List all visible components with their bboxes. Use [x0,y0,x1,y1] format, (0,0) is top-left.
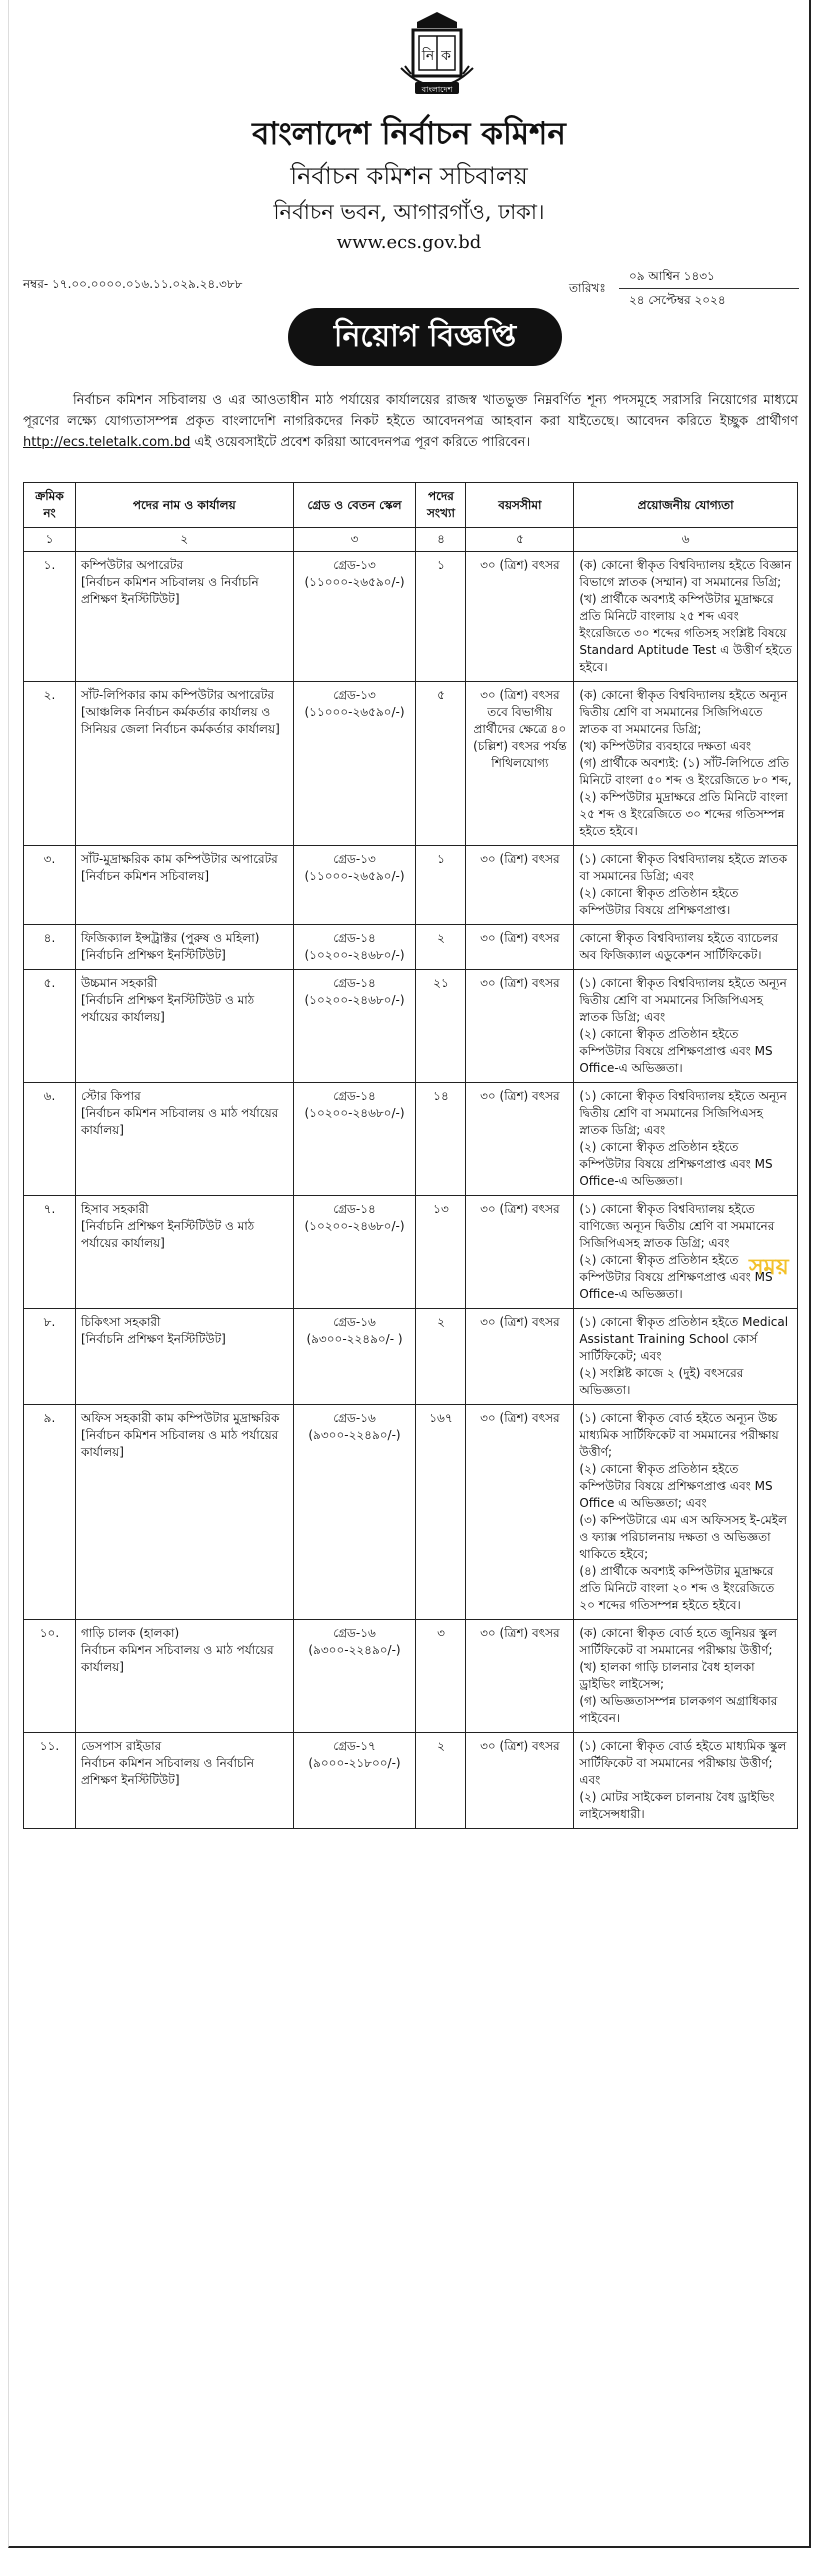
grade-cell [293,925,416,970]
posts-cell-line: ১৬৭ [429,1411,453,1425]
serial-cell-line: ৮. [43,1315,56,1329]
grade-cell-line: (১১০০০-২৬৫৯০/-) [304,705,405,719]
grade-cell-line: গ্রেড-১৪ [333,1089,376,1103]
grade-cell-line: গ্রেড-১৬ [333,1411,376,1425]
header-sl: ক্রমিক নং [24,483,76,528]
intro-paragraph [23,390,798,453]
grade-cell-line: গ্রেড-১৪ [333,931,376,945]
table-row [24,1309,798,1405]
qualification-cell-line: (৪) প্রার্থীকে অবশ্যই কম্পিউটার মুদ্রাক্ষরে প্রতি মিনিটে বাংলা ২০ শব্দ ও ইংরেজিতে ২০ শব্দের গতিসম্পন্ন হইতে হইবে। [579,1564,775,1612]
serial-cell-line: ১০. [39,1626,60,1640]
posts-cell [416,552,466,682]
grade-cell [293,1405,416,1620]
post-name-cell-line: উচ্চমান সহকারী [80,976,158,990]
grade-cell-line: (১১০০০-২৬৫৯০/-) [304,575,405,589]
intro-text-1: নির্বাচন কমিশন সচিবালয় ও এর আওতাধীন মাঠ পর্যায়ের কার্যালয়ের রাজস্ব খাতভুক্ত নিম্নবর্ণিত শূন্য পদসমূহে সরাসরি নিয়োগের মাধ্যমে পূরণের লক্ষ্যে যোগ্যতাসম্পন্ন প্রকৃত বাংলাদেশি নাগরিকদের নিকট হইতে আবেদনপত্র আহবান করা যাইতেছে। আবেদন করিতে ইচ্ছুক প্রার্থীগণ [23,393,798,429]
age-cell-line: ৩০ (ত্রিশ) বৎসর [480,931,560,945]
post-name-cell [75,1083,293,1196]
serial-cell [24,1620,76,1733]
age-cell [466,1405,574,1620]
post-name-cell-line: গাড়ি চালক (হালকা) [80,1626,180,1640]
age-cell [466,925,574,970]
posts-cell [416,682,466,846]
header-grade: গ্রেড ও বেতন স্কেল [293,483,416,528]
serial-cell-line: ৯. [43,1411,56,1425]
post-name-cell-line: [নির্বাচন কমিশন সচিবালয় ও মাঠ পর্যায়ের কার্যালয়] [80,1106,279,1137]
grade-cell [293,1309,416,1405]
grade-cell [293,846,416,925]
post-name-cell-line: হিসাব সহকারী [80,1202,149,1216]
table-row [24,552,798,682]
grade-cell-line: (৯৩০০-২২৪৯০/-) [308,1643,401,1657]
posts-cell [416,1196,466,1309]
post-name-cell-line: [নির্বাচনি প্রশিক্ষণ ইনস্টিটিউট] [80,948,226,962]
grade-cell-line: (৯৩০০-২২৪৯০/-) [308,1428,401,1442]
posts-cell [416,925,466,970]
qualification-cell [574,846,798,925]
post-name-cell [75,1405,293,1620]
qualification-cell [574,970,798,1083]
qualification-cell [574,1309,798,1405]
svg-text:ক: ক [441,48,451,64]
qualification-cell-line: কোনো স্বীকৃত বিশ্ববিদ্যালয় হইতে ব্যাচেলর অব ফিজিক্যাল এডুকেশন সার্টিফিকেট। [579,931,779,962]
posts-cell-line: ৫ [437,688,445,702]
grade-cell-line: (১১০০০-২৬৫৯০/-) [304,869,405,883]
table-header [24,483,798,528]
grade-cell-line: (১০২০০-২৪৬৮০/-) [304,948,405,962]
col-number: ৬ [574,528,798,552]
vacancy-table [23,482,798,1829]
post-name-cell-line: নির্বাচন কমিশন সচিবালয় ও মাঠ পর্যায়ের কার্যালয়] [80,1643,274,1674]
post-name-cell-line: সাঁট-লিপিকার কাম কম্পিউটার অপারেটর [80,688,274,702]
posts-cell [416,1405,466,1620]
posts-cell-line: ২ [437,1739,445,1753]
grade-cell-line: (১০২০০-২৪৬৮০/-) [304,993,405,1007]
qualification-cell [574,682,798,846]
serial-cell [24,682,76,846]
date-label: তারিখঃ [569,281,606,295]
qualification-cell-line: (২) সংশ্লিষ্ট কাজে ২ (দুই) বৎসরের অভিজ্ঞতা। [579,1366,744,1397]
post-name-cell-line: [নির্বাচনি প্রশিক্ষণ ইনস্টিটিউট ও মাঠ পর্যায়ের কার্যালয়] [80,1219,255,1250]
serial-cell [24,1309,76,1405]
posts-cell-line: ১৪ [433,1089,449,1103]
column-number-row [24,528,798,552]
table-row [24,1196,798,1309]
grade-cell-line: গ্রেড-১৭ [333,1739,376,1753]
qualification-cell-line: (২) মোটর সাইকেল চালনায় বৈধ ড্রাইভিং লাইসেন্সধারী। [579,1790,775,1821]
grade-cell [293,552,416,682]
age-cell-line: ৩০ (ত্রিশ) বৎসর [480,558,560,572]
grade-cell-line: গ্রেড-১৬ [333,1315,376,1329]
qualification-cell [574,1405,798,1620]
post-name-cell [75,970,293,1083]
col-number: ২ [75,528,293,552]
grade-cell-line: (৯৩০০-২২৪৯০/- ) [306,1332,403,1346]
post-name-cell-line: ফিজিক্যাল ইন্সট্রাক্টর (পুরুষ ও মহিলা) [80,931,260,945]
qualification-cell [574,552,798,682]
post-name-cell-line: [নির্বাচন কমিশন সচিবালয় ও নির্বাচনি প্রশিক্ষণ ইনস্টিটিউট] [80,575,259,606]
grade-cell-line: গ্রেড-১৩ [333,688,376,702]
qualification-cell-line: (খ) কম্পিউটার ব্যবহারে দক্ষতা এবং [579,739,752,753]
post-name-cell-line: অফিস সহকারী কাম কম্পিউটার মুদ্রাক্ষরিক [80,1411,280,1425]
grade-cell [293,1083,416,1196]
post-name-cell-line: কম্পিউটার অপারেটর [80,558,184,572]
posts-cell-line: ১৩ [433,1202,449,1216]
grade-cell-line: গ্রেড-১৩ [333,558,376,572]
qualification-cell-line: (১) কোনো স্বীকৃত বিশ্ববিদ্যালয় হইতে অন্যূন দ্বিতীয় শ্রেণি বা সমমানের সিজিপিএসহ স্নাতক ডিগ্রি; এবং [579,1089,787,1137]
posts-cell [416,1620,466,1733]
posts-cell [416,1733,466,1829]
col-number: ১ [24,528,76,552]
posts-cell-line: ২ [437,1315,445,1329]
qualification-cell [574,925,798,970]
post-name-cell-line: [আঞ্চলিক নির্বাচন কর্মকর্তার কার্যালয় ও সিনিয়র জেলা নির্বাচন কর্মকর্তার কার্যালয়] [80,705,280,736]
table-row [24,682,798,846]
post-name-cell-line: সাঁট-মুদ্রাক্ষরিক কাম কম্পিউটার অপারেটর [80,852,278,866]
post-name-cell-line: ডেসপাস রাইডার [80,1739,162,1753]
posts-cell [416,1309,466,1405]
serial-cell [24,925,76,970]
post-name-cell-line: চিকিৎসা সহকারী [80,1315,161,1329]
office-address: নির্বাচন ভবন, আগারগাঁও, ঢাকা। [273,200,545,224]
serial-cell [24,1405,76,1620]
secretariat-name: নির্বাচন কমিশন সচিবালয় [290,162,528,190]
post-name-cell-line: [নির্বাচনি প্রশিক্ষণ ইনস্টিটিউট] [80,1332,226,1346]
serial-cell-line: ৪. [43,931,56,945]
age-cell-line: ৩০ (ত্রিশ) বৎসর [480,1626,560,1640]
posts-cell [416,970,466,1083]
age-cell [466,1620,574,1733]
svg-text:নি: নি [421,48,435,64]
date-english: ২৪ সেপ্টেম্বর ২০২৪ [629,293,726,307]
col-number: ৫ [466,528,574,552]
post-name-cell [75,682,293,846]
header-post-name: পদের নাম ও কার্যালয় [75,483,293,528]
qualification-cell-line: (১) কোনো স্বীকৃত বিশ্ববিদ্যালয় হইতে বাণিজ্যে অন্যূন দ্বিতীয় শ্রেণি বা সমমানের সিজিপিএসহ স্নাতক ডিগ্রি; এবং [579,1202,775,1250]
header-qualification: প্রয়োজনীয় যোগ্যতা [574,483,798,528]
col-number: ৩ [293,528,416,552]
qualification-cell [574,1733,798,1829]
qualification-cell-line: (খ) প্রার্থীকে অবশ্যই কম্পিউটার মুদ্রাক্ষরে প্রতি মিনিটে বাংলায় ২৫ শব্দ এবং ইংরেজিতে ৩০ শব্দের গতিসহ সংশ্লিষ্ট বিষয়ে Standard Aptitude Test এ উত্তীর্ণ হইতে হইবে। [579,592,792,674]
serial-cell-line: ১১. [39,1739,60,1753]
qualification-cell-line: (২) কোনো স্বীকৃত প্রতিষ্ঠান হইতে কম্পিউটার বিষয়ে প্রশিক্ষণপ্রাপ্ত এবং MS Office এ অভিজ্ঞতা; এবং [579,1462,773,1510]
qualification-cell-line: (২) কোনো স্বীকৃত প্রতিষ্ঠান হইতে কম্পিউটার বিষয়ে প্রশিক্ষণপ্রাপ্ত এবং MS Office-এ অভিজ্ঞতা। [579,1027,773,1075]
qualification-cell [574,1620,798,1733]
logo-text: বাংলাদেশ [421,85,453,94]
age-cell [466,552,574,682]
grade-cell-line: (১০২০০-২৪৬৮০/-) [304,1219,405,1233]
age-cell-line: ৩০ (ত্রিশ) বৎসর তবে বিভাগীয় প্রার্থীদের ক্ষেত্রে ৪০ (চল্লিশ) বৎসর পর্যন্ত শিথিলযোগ্য [473,688,567,770]
qualification-cell-line: (ক) কোনো স্বীকৃত বিশ্ববিদ্যালয় হইতে অন্যূন দ্বিতীয় শ্রেণি বা সমমানের সিজিপিএতে স্নাতক বা সমমানের ডিগ্রি; [579,688,788,736]
posts-cell-line: ২১ [433,976,449,990]
table-row [24,970,798,1083]
grade-cell [293,1196,416,1309]
qualification-cell-line: (১) কোনো স্বীকৃত বিশ্ববিদ্যালয় হইতে অন্যূন দ্বিতীয় শ্রেণি বা সমমানের সিজিপিএসহ স্নাতক ডিগ্রি; এবং [579,976,787,1024]
qualification-cell-line: (১) কোনো স্বীকৃত বোর্ড হইতে অন্যূন উচ্চ মাধ্যমিক সার্টিফিকেট বা সমমানের পরীক্ষায় উত্তীর্ণ; [579,1411,779,1459]
serial-cell [24,1196,76,1309]
post-name-cell [75,925,293,970]
grade-cell-line: গ্রেড-১৬ [333,1626,376,1640]
website[interactable]: www.ecs.gov.bd [336,232,482,253]
post-name-cell [75,552,293,682]
age-cell [466,1196,574,1309]
post-name-cell-line: [নির্বাচনি প্রশিক্ষণ ইনস্টিটিউট ও মাঠ পর্যায়ের কার্যালয়] [80,993,255,1024]
post-name-cell [75,1196,293,1309]
post-name-cell [75,846,293,925]
grade-cell [293,1733,416,1829]
date-bangla: ০৯ আশ্বিন ১৪৩১ [629,269,715,283]
serial-cell [24,846,76,925]
election-commission-logo [395,8,479,104]
age-cell [466,970,574,1083]
grade-cell [293,1620,416,1733]
qualification-cell [574,1083,798,1196]
grade-cell [293,970,416,1083]
qualification-cell-line: (২) কোনো স্বীকৃত প্রতিষ্ঠান হইতে কম্পিউটার বিষয়ে প্রশিক্ষণপ্রাপ্ত। [579,886,739,917]
qualification-cell-line: (৩) কম্পিউটারে এম এস অফিসসহ ই-মেইল ও ফ্যাক্স পরিচালনায় দক্ষতা ও অভিজ্ঞতা থাকিতে হইবে; [579,1513,787,1561]
watermark: সময় [749,1255,789,1280]
header-posts: পদের সংখ্যা [416,483,466,528]
grade-cell-line: গ্রেড-১৪ [333,1202,376,1216]
post-name-cell [75,1309,293,1405]
qualification-cell-line: (ক) কোনো স্বীকৃত বিশ্ববিদ্যালয় হইতে বিজ্ঞান বিভাগে স্নাতক (সম্মান) বা সমমানের ডিগ্রি; [579,558,792,589]
posts-cell-line: ১ [437,852,445,866]
serial-cell [24,1083,76,1196]
age-cell-line: ৩০ (ত্রিশ) বৎসর [480,1315,560,1329]
serial-cell-line: ৩. [43,852,56,866]
post-name-cell-line: [নির্বাচন কমিশন সচিবালয়] [80,869,210,883]
table-row [24,1405,798,1620]
serial-cell-line: ১. [43,558,56,572]
qualification-cell-line: (১) কোনো স্বীকৃত বিশ্ববিদ্যালয় হইতে স্নাতক বা সমমানের ডিগ্রি; এবং [579,852,788,883]
qualification-cell-line: (২) কোনো স্বীকৃত প্রতিষ্ঠান হইতে কম্পিউটার বিষয়ে প্রশিক্ষণপ্রাপ্ত এবং MS Office-এ অভিজ্ঞতা। [579,1140,773,1188]
serial-cell [24,970,76,1083]
grade-cell [293,682,416,846]
posts-cell-line: ৩ [437,1626,445,1640]
posts-cell-line: ২ [437,931,445,945]
age-cell-line: ৩০ (ত্রিশ) বৎসর [480,1202,560,1216]
post-name-cell-line: নির্বাচন কমিশন সচিবালয় ও নির্বাচনি প্রশিক্ষণ ইনস্টিটিউট] [80,1756,255,1787]
age-cell-line: ৩০ (ত্রিশ) বৎসর [480,1411,560,1425]
col-number: ৪ [416,528,466,552]
qualification-cell-line: (২) কোনো স্বীকৃত প্রতিষ্ঠান হইতে কম্পিউটার বিষয়ে প্রশিক্ষণপ্রাপ্ত এবং MS Office-এ অভিজ্ঞতা। [579,1253,773,1301]
notice-page [8,0,811,2548]
grade-cell-line: গ্রেড-১৩ [333,852,376,866]
organization-name: বাংলাদেশ নির্বাচন কমিশন [252,116,566,152]
serial-cell-line: ২. [43,688,56,702]
age-cell [466,1733,574,1829]
posts-cell [416,1083,466,1196]
post-name-cell-line: স্টোর কিপার [80,1089,141,1103]
serial-cell-line: ৭. [43,1202,56,1216]
qualification-cell-line: (গ) প্রার্থীকে অবশ্যই: (১) সাঁট-লিপিতে প্রতি মিনিটে বাংলা ৫০ শব্দ ও ইংরেজিতে ৮০ শব্দ, (২) কম্পিউটার মুদ্রাক্ষরে প্রতি মিনিটে বাংলা ২৫ শব্দ ও ইংরেজিতে ৩০ শব্দের গতিসম্পন্ন হইতে হইবে। [579,756,792,838]
posts-cell [416,846,466,925]
grade-cell-line: (৯০০০-২১৮০০/-) [308,1756,401,1770]
serial-cell [24,552,76,682]
serial-cell [24,1733,76,1829]
memo-number: নম্বর- ১৭.০০.০০০০.০১৬.১১.০২৯.২৪.৩৮৮ [23,277,243,291]
age-cell-line: ৩০ (ত্রিশ) বৎসর [480,1089,560,1103]
date-divider [619,288,799,289]
serial-cell-line: ৫. [43,976,56,990]
age-cell [466,1083,574,1196]
post-name-cell [75,1620,293,1733]
grade-cell-line: গ্রেড-১৪ [333,976,376,990]
age-cell [466,846,574,925]
table-row [24,1620,798,1733]
table-row [24,1733,798,1829]
application-link[interactable]: http://ecs.teletalk.com.bd [23,435,191,450]
posts-cell-line: ১ [437,558,445,572]
age-cell-line: ৩০ (ত্রিশ) বৎসর [480,852,560,866]
table-row [24,925,798,970]
qualification-cell-line: (খ) হালকা গাড়ি চালনার বৈধ হালকা ড্রাইভিং লাইসেন্স; [579,1660,755,1691]
age-cell [466,1309,574,1405]
header-age: বয়সসীমা [466,483,574,528]
table-row [24,846,798,925]
post-name-cell [75,1733,293,1829]
intro-text-2: এই ওয়েবসাইটে প্রবেশ করিয়া আবেদনপত্র পূরণ করিতে পারিবেন। [190,435,531,450]
post-name-cell-line: [নির্বাচন কমিশন সচিবালয় ও মাঠ পর্যায়ের কার্যালয়] [80,1428,279,1459]
grade-cell-line: (১০২০০-২৪৬৮০/-) [304,1106,405,1120]
qualification-cell-line: (গ) অভিজ্ঞতাসম্পন্ন চালকগণ অগ্রাধিকার পাইবেন। [579,1694,778,1725]
qualification-cell-line: (১) কোনো স্বীকৃত বোর্ড হইতে মাধ্যমিক স্কুল সার্টিফিকেট বা সমমানের পরীক্ষায় উত্তীর্ণ; এবং [579,1739,787,1787]
serial-cell-line: ৬. [43,1089,56,1103]
age-cell-line: ৩০ (ত্রিশ) বৎসর [480,1739,560,1753]
qualification-cell-line: (ক) কোনো স্বীকৃত বোর্ড হতে জুনিয়র স্কুল সার্টিফিকেট বা সমমানের পরীক্ষায় উত্তীর্ণ; [579,1626,777,1657]
age-cell-line: ৩০ (ত্রিশ) বৎসর [480,976,560,990]
table-row [24,1083,798,1196]
notice-title: নিয়োগ বিজ্ঞপ্তি [288,308,562,366]
qualification-cell-line: (১) কোনো স্বীকৃত প্রতিষ্ঠান হইতে Medical Assistant Training School কোর্স সার্টিফিকেট; এবং [579,1315,789,1363]
age-cell [466,682,574,846]
